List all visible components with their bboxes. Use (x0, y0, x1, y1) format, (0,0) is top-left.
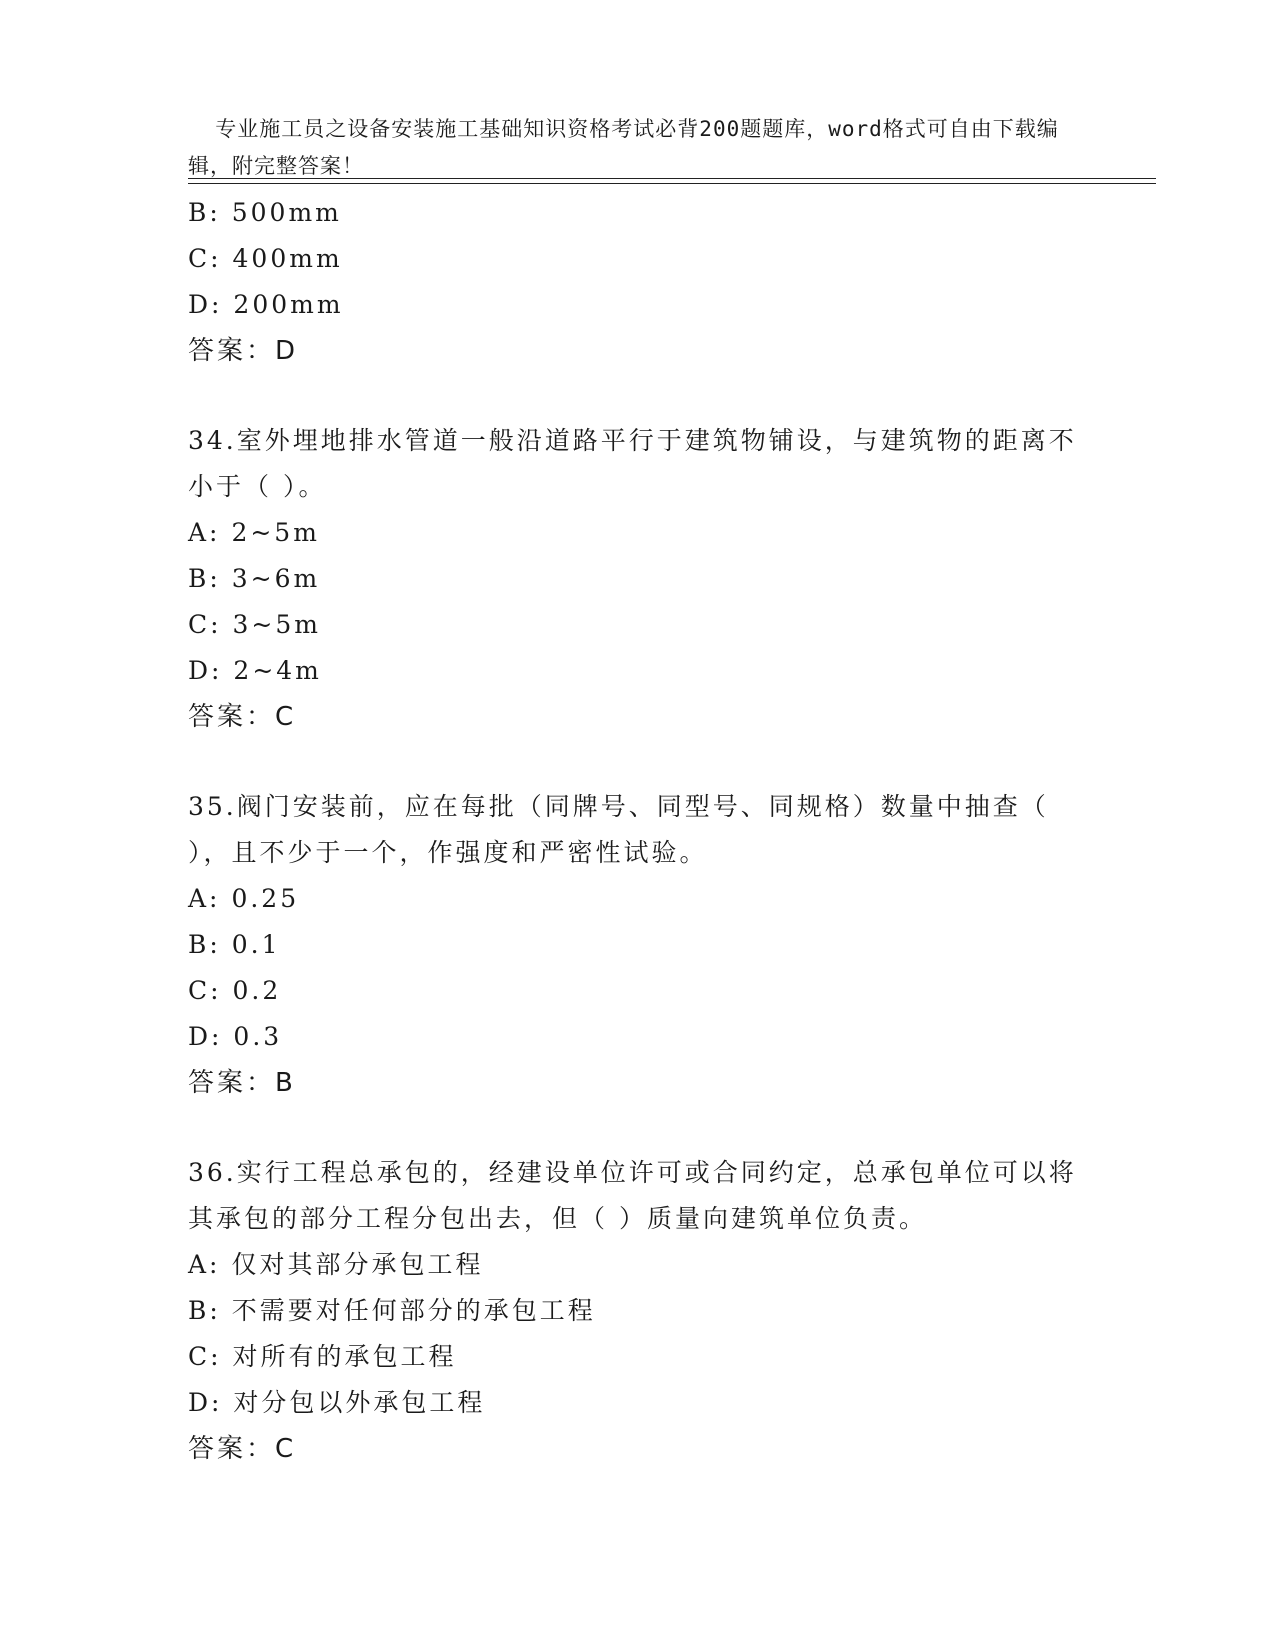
question-stem (188, 1150, 1078, 1242)
option-text: 3~5m (232, 610, 321, 639)
question-35 (188, 784, 1088, 1106)
answer-label: 答案： (188, 1068, 276, 1098)
option-b (188, 922, 1088, 968)
option-c (188, 236, 1088, 282)
spacer (188, 1106, 1088, 1150)
question-36 (188, 1150, 1088, 1472)
option-d (188, 282, 1088, 328)
option-letter: B: (188, 198, 221, 227)
option-text: 3~6m (231, 564, 321, 593)
option-text: 对分包以外承包工程 (233, 1388, 486, 1417)
option-c (188, 602, 1088, 648)
option-text: 0.1 (231, 930, 281, 959)
option-b (188, 190, 1088, 236)
answer-label: 答案： (188, 702, 276, 732)
answer-label: 答案： (188, 1434, 276, 1464)
answer-line (188, 1060, 1088, 1106)
answer-label: 答案： (188, 336, 276, 366)
option-letter: B: (188, 564, 221, 593)
answer-value: D (275, 336, 298, 366)
option-letter: B: (188, 930, 221, 959)
option-letter: A: (188, 884, 221, 913)
option-text: 200mm (233, 290, 344, 319)
option-text: 500mm (231, 198, 342, 227)
option-text: 0.2 (232, 976, 282, 1005)
header-rule-top (188, 178, 1156, 179)
option-b (188, 556, 1088, 602)
option-text: 400mm (232, 244, 343, 273)
question-34 (188, 418, 1088, 740)
option-letter: B: (188, 1296, 221, 1325)
question-number: 35. (188, 792, 237, 821)
question-text: 实行工程总承包的，经建设单位许可或合同约定，总承包单位可以将其承包的部分工程分包出去，但（ ）质量向建筑单位负责。 (188, 1158, 1077, 1233)
document-title: 专业施工员之设备安装施工基础知识资格考试必背200题题库，word格式可自由下载编辑，附完整答案！ (188, 117, 1059, 178)
question-stem (188, 418, 1078, 510)
page-header (188, 74, 1068, 185)
question-text: 室外埋地排水管道一般沿道路平行于建筑物铺设，与建筑物的距离不小于（ ）。 (188, 426, 1077, 501)
option-letter: D: (188, 1022, 223, 1051)
option-text: 仅对其部分承包工程 (231, 1250, 484, 1279)
continued-question (188, 190, 1088, 374)
option-letter: D: (188, 1388, 223, 1417)
option-letter: D: (188, 290, 223, 319)
question-number: 34. (188, 426, 237, 455)
option-letter: C: (188, 976, 222, 1005)
question-stem (188, 784, 1078, 876)
option-letter: C: (188, 610, 222, 639)
option-text: 2~4m (233, 656, 322, 685)
option-text: 0.3 (233, 1022, 283, 1051)
answer-value: B (275, 1068, 295, 1098)
header-rule-bottom (188, 183, 1156, 184)
option-a (188, 876, 1088, 922)
spacer (188, 374, 1088, 418)
option-letter: A: (188, 518, 221, 547)
question-number: 36. (188, 1158, 237, 1187)
option-text: 不需要对任何部分的承包工程 (231, 1296, 596, 1325)
option-letter: A: (188, 1250, 221, 1279)
option-b (188, 1288, 1088, 1334)
option-a (188, 510, 1088, 556)
option-text: 2~5m (231, 518, 320, 547)
option-text: 0.25 (231, 884, 300, 913)
option-d (188, 648, 1088, 694)
option-letter: D: (188, 656, 223, 685)
option-d (188, 1380, 1088, 1426)
option-letter: C: (188, 1342, 222, 1371)
answer-value: C (275, 702, 296, 732)
option-d (188, 1014, 1088, 1060)
question-text: 阀门安装前，应在每批（同牌号、同型号、同规格）数量中抽查（ ），且不少于一个，作强度和严密性试验。 (188, 792, 1049, 867)
answer-line (188, 328, 1088, 374)
answer-line (188, 1426, 1088, 1472)
answer-line (188, 694, 1088, 740)
option-text: 对所有的承包工程 (232, 1342, 457, 1371)
option-c (188, 1334, 1088, 1380)
question-content (188, 190, 1088, 1472)
option-a (188, 1242, 1088, 1288)
answer-value: C (275, 1434, 296, 1464)
spacer (188, 740, 1088, 784)
option-c (188, 968, 1088, 1014)
option-letter: C: (188, 244, 222, 273)
